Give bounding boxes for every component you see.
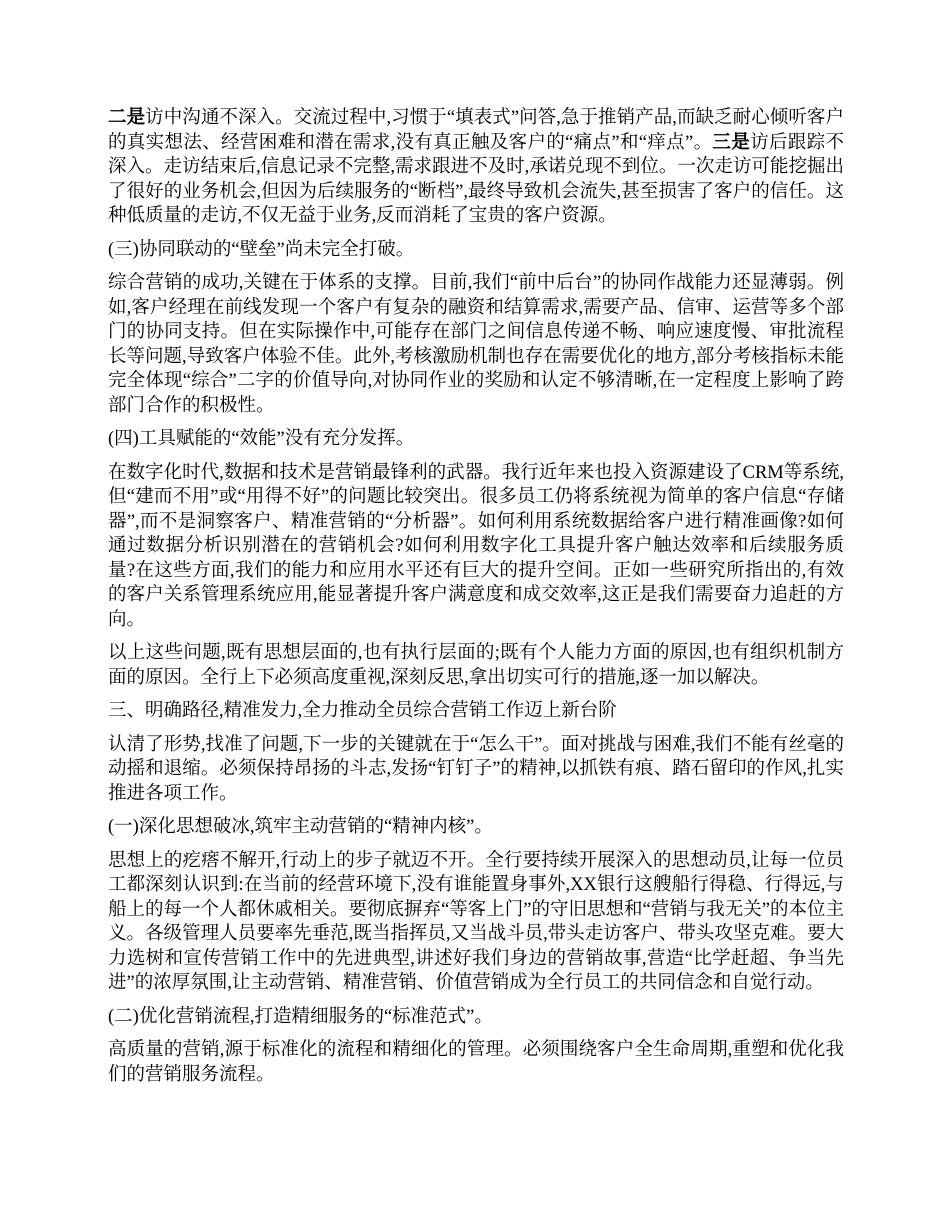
text-run: (一)深化思想破冰,筑牢主动营销的“精神内核”。 — [108, 817, 493, 837]
body-paragraph — [108, 1038, 844, 1087]
text-run: 在数字化时代,数据和技术是营销最锋利的武器。我行近年来也投入资源建设了CRM等系统,但“建而不用”或“用得不好”的问题比较突出。很多员工仍将系统视为简单的客户信息“存储器”,而不是洞察客户、精准营销的“分析器”。如何利用系统数据给客户进行精准画像?如何通过数据分析识别潜在的营销机会?如何利用数字化工具提升客户触达效率和后续服务质量?在这些方面,我们的能力和应用水平还有巨大的提升空间。正如一些研究所指出的,有效的客户关系管理系统应用,能显著提升客户满意度和成交效率,这正是我们需要奋力追赶的方向。 — [108, 462, 844, 630]
text-run: (三)协同联动的“壁垒”尚未完全打破。 — [108, 239, 415, 260]
text-run: (二)优化营销流程,打造精细服务的“标准范式”。 — [108, 1006, 493, 1027]
section-heading — [108, 1005, 844, 1030]
section-heading — [108, 427, 844, 452]
bold-text-run: 二是 — [108, 108, 146, 128]
text-run: 访后跟踪不深入。走访结束后,信息记录不完整,需求跟进不及时,承诺兑现不到位。一次走访可能挖掘出了很好的业务机会,但因为后续服务的“断档”,最终导致机会流失,甚至损害了客户的信任。这种低质量的走访,不仅无益于业务,反而消耗了宝贵的客户资源。 — [108, 132, 844, 226]
body-paragraph — [108, 461, 844, 633]
text-run: 以上这些问题,既有思想层面的,也有执行层面的;既有个人能力方面的原因,也有组织机制方面的原因。全行上下必须高度重视,深刻反思,拿出切实可行的措施,逐一加以解决。 — [108, 643, 844, 688]
document-text-area — [108, 106, 844, 1096]
text-run: 综合营销的成功,关键在于体系的支撑。目前,我们“前中后台”的协同作战能力还显薄弱。例如,客户经理在前线发现一个客户有复杂的融资和结算需求,需要产品、信审、运营等多个部门的协同支持。但在实际操作中,可能存在部门之间信息传递不畅、响应速度慢、审批流程长等问题,导致客户体验不佳。此外,考核激励机制也存在需要优化的地方,部分考核指标未能完全体现“综合”二字的价值导向,对协同作业的奖励和认定不够清晰,在一定程度上影响了跨部门合作的积极性。 — [108, 273, 844, 416]
body-paragraph — [108, 106, 844, 229]
text-run: (四)工具赋能的“效能”没有充分发挥。 — [108, 429, 415, 449]
bold-text-run: 三是 — [712, 132, 751, 153]
body-paragraph — [108, 849, 844, 996]
text-run: 访中沟通不深入。交流过程中,习惯于“填表式”问答,急于推销产品,而缺乏耐心倾听客户的真实想法、经营困难和潜在需求,没有真正触及客户的“痛点”和“痒点”。 — [108, 108, 844, 153]
text-run: 认清了形势,找准了问题,下一步的关键就在于“怎么干”。面对挑战与困难,我们不能有丝毫的动摇和退缩。必须保持昂扬的斗志,发扬“钉钉子”的精神,以抓铁有痕、踏石留印的作风,扎实推进各项工作。 — [108, 734, 844, 804]
text-run: 高质量的营销,源于标准化的流程和精细化的管理。必须围绕客户全生命周期,重塑和优化我们的营销服务流程。 — [108, 1040, 844, 1085]
body-paragraph — [108, 641, 844, 690]
text-run: 三、明确路径,精准发力,全力推动全员综合营销工作迈上新台阶 — [108, 701, 617, 721]
section-heading — [108, 238, 844, 263]
body-paragraph — [108, 733, 844, 807]
section-heading — [108, 815, 844, 840]
section-heading — [108, 699, 844, 724]
body-paragraph — [108, 271, 844, 418]
text-run: 思想上的疙瘩不解开,行动上的步子就迈不开。全行要持续开展深入的思想动员,让每一位员工都深刻认识到:在当前的经营环境下,没有谁能置身事外,XX银行这艘船行得稳、行得远,与船上的每一个人都休戚相关。要彻底摒弃“等客上门”的守旧思想和“营销与我无关”的本位主义。各级管理人员要率先垂范,既当指挥员,又当战斗员,带头走访客户、带头攻坚克难。要大力选树和宣传营销工作中的先进典型,讲述好我们身边的营销故事,营造“比学赶超、争当先进”的浓厚氛围,让主动营销、精准营销、价值营销成为全行员工的共同信念和自觉行动。 — [108, 850, 844, 993]
